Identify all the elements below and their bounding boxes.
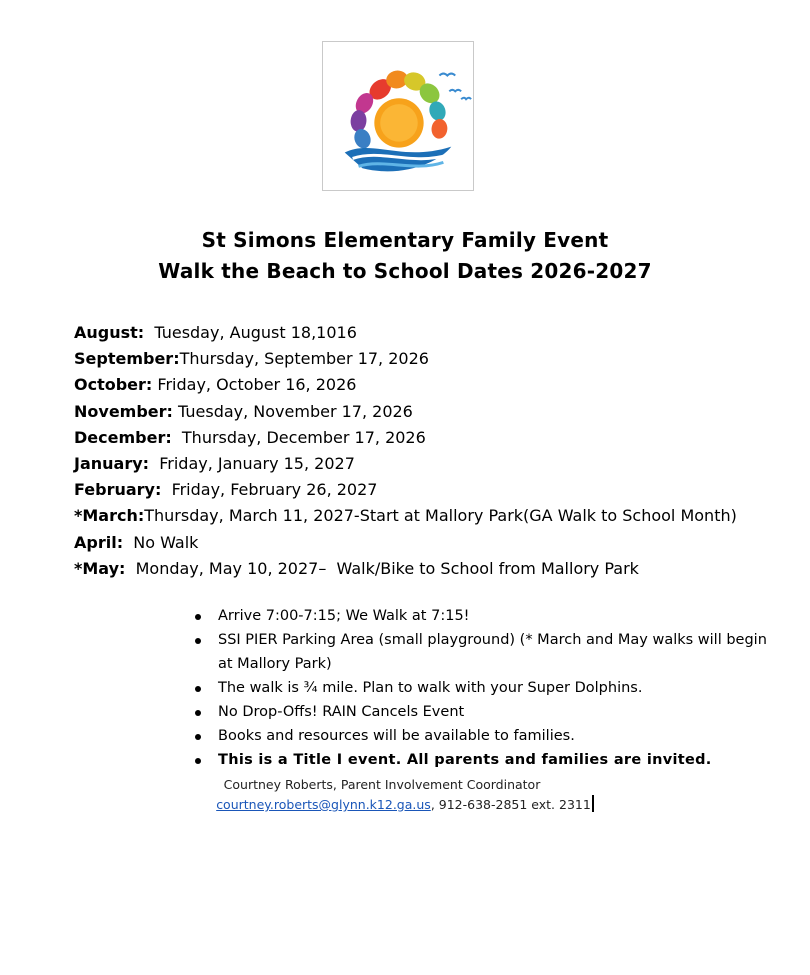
date-text: Thursday, December 17, 2026 — [171, 427, 426, 447]
contact-name: Courtney Roberts, Parent Involvement Coordinator — [223, 777, 541, 792]
date-row-december — [74, 425, 737, 451]
text-cursor — [592, 795, 594, 812]
list-item: No Drop-Offs! RAIN Cancels Event — [193, 700, 773, 724]
month-label: November: — [74, 401, 173, 421]
event-details-list — [193, 604, 773, 772]
school-logo — [322, 41, 474, 191]
month-label: August: — [74, 323, 145, 342]
date-text: No Walk — [123, 532, 199, 552]
event-title: St Simons Elementary Family Event — [201, 228, 609, 252]
sun-hands-wave-logo-icon — [323, 42, 473, 190]
date-text: Monday, May 10, 2027– Walk/Bike to School from Mallory Park — [125, 558, 639, 578]
month-label: September: — [74, 349, 180, 369]
date-text: Tuesday, August 18,1016 — [144, 323, 357, 342]
date-row-january — [74, 451, 737, 477]
date-row-march — [74, 503, 737, 529]
dates-list — [74, 320, 737, 582]
contact-email-link[interactable]: courtney.roberts@glynn.k12.ga.us — [216, 797, 431, 812]
date-row-august — [74, 320, 737, 346]
date-row-september — [74, 346, 737, 372]
date-text: Thursday, March 11, 2027-Start at Mallory Park(GA Walk to School Month) — [144, 506, 737, 526]
date-text: Thursday, September 17, 2026 — [179, 349, 429, 369]
list-item: The walk is ¾ mile. Plan to walk with your Super Dolphins. — [193, 676, 773, 700]
list-item: Arrive 7:00-7:15; We Walk at 7:15! — [193, 604, 773, 628]
date-row-may — [74, 556, 737, 582]
date-text: Friday, October 16, 2026 — [152, 375, 357, 395]
date-text: Friday, January 15, 2027 — [149, 454, 355, 474]
bird-icon — [439, 74, 455, 76]
date-row-april — [74, 530, 737, 556]
list-item-title-one: This is a Title I event. All parents and families are invited. — [193, 748, 773, 772]
month-label: April: — [74, 532, 124, 552]
month-label: February: — [74, 480, 162, 500]
date-row-october — [74, 372, 737, 398]
list-item: Books and resources will be available to families. — [193, 724, 773, 748]
contact-line — [0, 795, 810, 815]
list-item: SSI PIER Parking Area (small playground) (* March and May walks will begin at Mallory Park) — [193, 628, 773, 676]
month-label: *March: — [74, 506, 145, 526]
month-label: December: — [74, 427, 172, 447]
date-text: Friday, February 26, 2027 — [161, 480, 378, 500]
date-row-november — [74, 399, 737, 425]
event-subtitle: Walk the Beach to School Dates 2026-2027 — [158, 259, 652, 283]
date-text: Tuesday, November 17, 2026 — [172, 401, 413, 421]
month-label: October: — [74, 375, 153, 395]
month-label: January: — [74, 454, 150, 474]
month-label: *May: — [74, 558, 126, 578]
contact-phone: , 912-638-2851 ext. 2311 — [430, 797, 591, 812]
date-row-february — [74, 477, 737, 503]
